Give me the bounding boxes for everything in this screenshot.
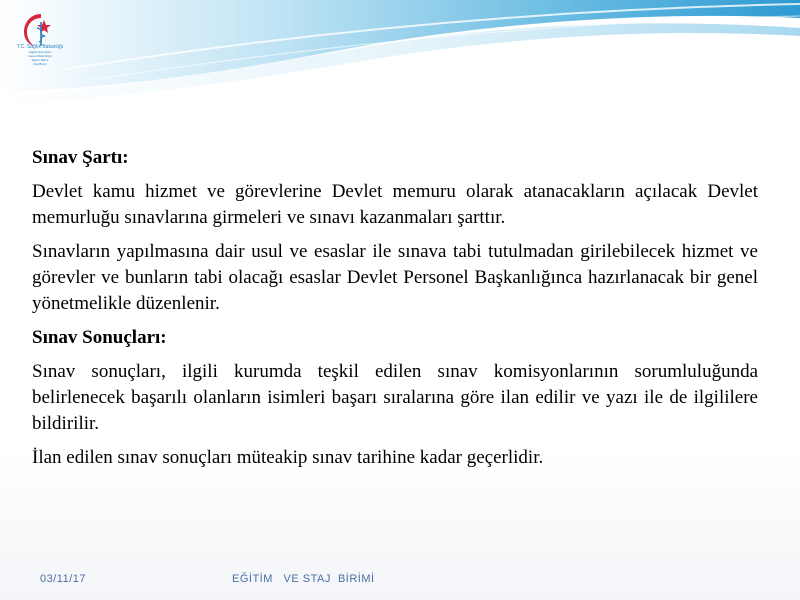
logo-subtext-2: Genel Müdürlüğü [28,54,52,58]
logo-caption [8,44,72,66]
header-wave-decoration [0,0,800,110]
heading-exam-results: Sınav Sonuçları: [32,327,167,348]
logo-subtext-3: Eğitim Birimi [31,58,49,62]
heading-exam-condition: Sınav Şartı: [32,147,129,168]
logo-title: T.C. Sağlık Bakanlığı [16,44,64,50]
slide-content [32,145,758,479]
paragraph-results-validity: İlan edilen sınav sonuçları müteakip sınav tarihine kadar geçerlidir. [32,447,544,468]
logo-subtext-1: Sağlık Hizmetleri [28,50,52,54]
footer-date: 03/11/17 [40,573,87,585]
footer-unit-name: EĞİTİM VE STAJ BİRİMİ [232,573,375,585]
logo-subtext-4: Staj Birimi [33,62,47,66]
paragraph-results-announcement: Sınav sonuçları, ilgili kurumda teşkil edilen sınav komisyonlarının sorumluluğunda belirlenecek başarılı olanların isimleri başarı sıralarına göre ilan edilir ve yazı ile de ilgililere bildirilir. [32,361,758,434]
paragraph-exam-procedures: Sınavların yapılmasına dair usul ve esaslar ile sınava tabi tutulmadan girilebilecek hizmet ve görevler ve bunların tabi olacağı esaslar Devlet Personel Başkanlığınca hazırlanacak bir genel yönetmelikle düzenlenir. [32,241,758,314]
paragraph-exam-requirement: Devlet kamu hizmet ve görevlerine Devlet memuru olarak atanacakların açılacak Devlet memurluğu sınavlarına girmeleri ve sınavı kazanmaları şarttır. [32,181,758,228]
